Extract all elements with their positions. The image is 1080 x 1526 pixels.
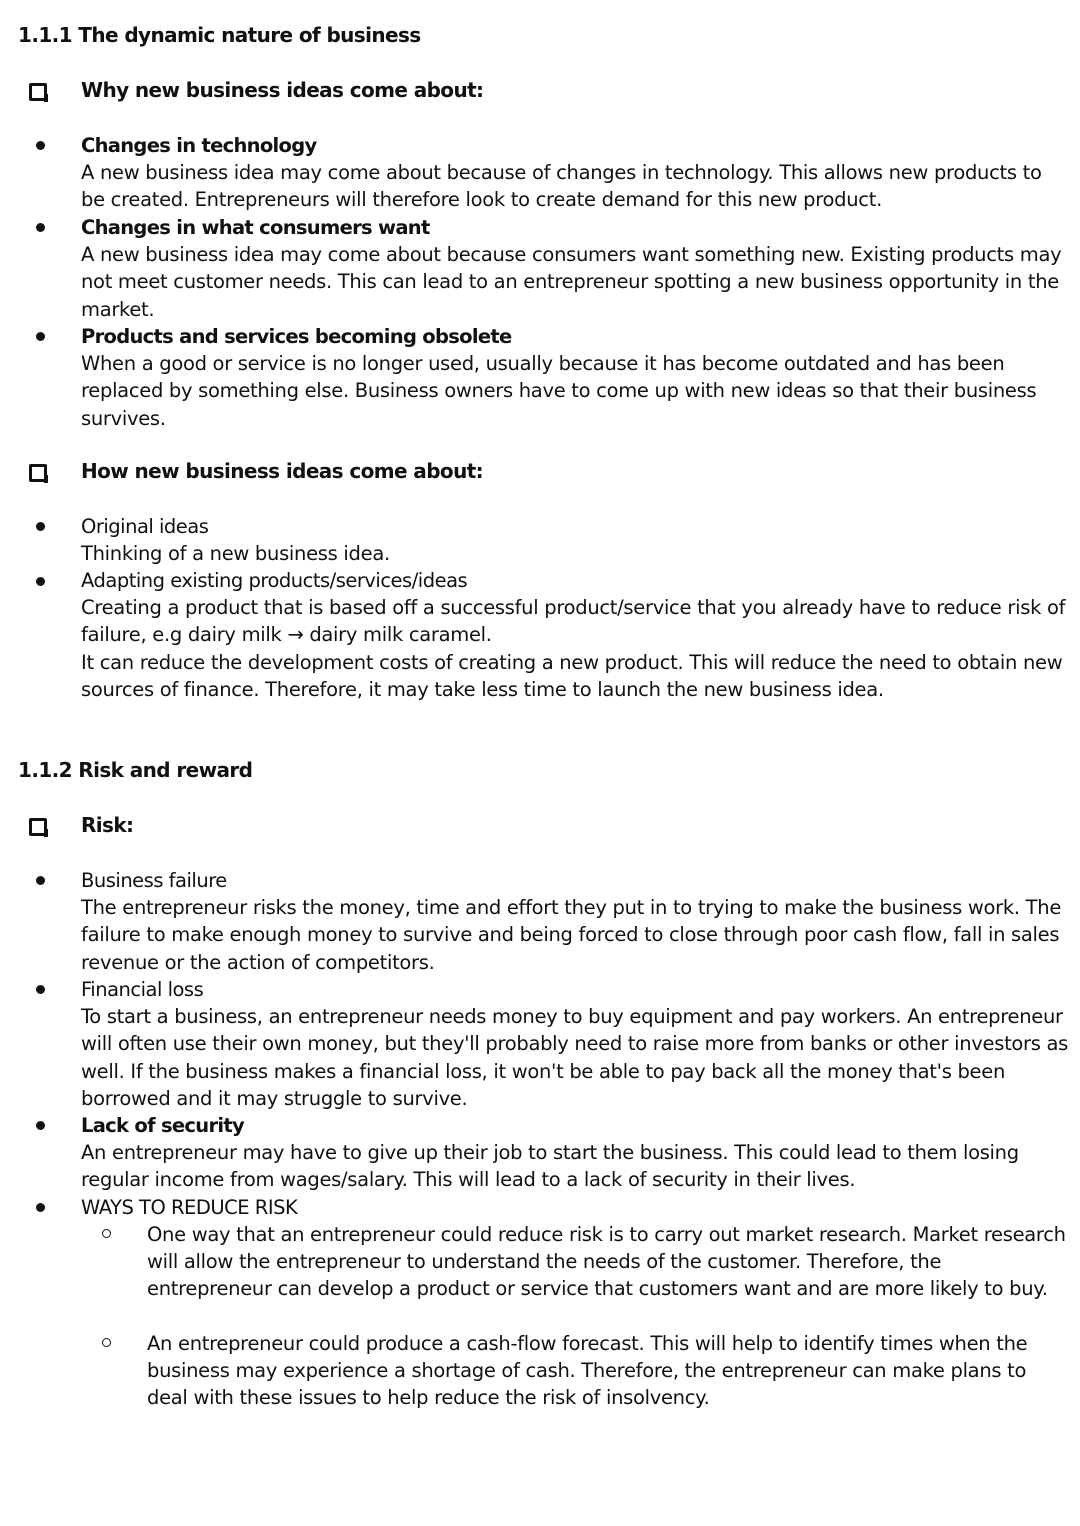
item-body: The entrepreneur risks the money, time and effort they put in to trying to make the business work. The failure to make enough money to survive and being forced to close through poor cash flow, fall in sales revenue or the action of competitors.	[81, 896, 1062, 974]
item-title: Changes in what consumers want	[81, 216, 430, 239]
checkbox-icon	[29, 464, 47, 482]
item-title: Adapting existing products/services/ideas	[81, 569, 468, 592]
heading-text: Why new business ideas come about:	[81, 78, 484, 102]
bullet-icon	[36, 522, 45, 531]
sub-item-body: One way that an entrepreneur could reduce risk is to carry out market research. Market research will allow the entrepreneur to understand the needs of the customer. Therefore, the entrepreneur can develop a product or service that customers want and are more likely to buy.	[147, 1223, 1066, 1301]
item-title: Original ideas	[81, 515, 209, 538]
bullet-icon	[36, 577, 45, 586]
list-item	[81, 1194, 1071, 1221]
item-body: An entrepreneur may have to give up their job to start the business. This could lead to them losing regular income from wages/salary. This will lead to a lack of security in their lives.	[81, 1141, 1019, 1192]
bullet-icon	[36, 332, 45, 341]
sub-list-item	[147, 1330, 1067, 1412]
list-item	[81, 323, 1071, 432]
item-title: Financial loss	[81, 978, 204, 1001]
list-item	[81, 867, 1071, 976]
list-item	[81, 976, 1071, 1112]
bullet-icon	[36, 141, 45, 150]
item-title: Lack of security	[81, 1114, 244, 1137]
list-item	[81, 214, 1071, 323]
bullet-icon	[36, 1121, 45, 1130]
checkbox-icon	[29, 83, 47, 101]
item-title: WAYS TO REDUCE RISK	[81, 1196, 298, 1219]
sub-item-body: An entrepreneur could produce a cash-flow forecast. This will help to identify times when the business may experience a shortage of cash. Therefore, the entrepreneur can make plans to deal with these issues to help reduce the risk of insolvency.	[147, 1332, 1028, 1410]
item-body: When a good or service is no longer used, usually because it has become outdated and has been replaced by something else. Business owners have to come up with new ideas so that their business survives.	[81, 352, 1037, 430]
heading-text: Risk:	[81, 813, 134, 837]
sub-list-item	[147, 1221, 1067, 1303]
checkbox-icon	[29, 818, 47, 836]
item-body: A new business idea may come about because of changes in technology. This allows new products to be created. Entrepreneurs will therefore look to create demand for this new product.	[81, 161, 1042, 212]
hollow-bullet-icon	[102, 1338, 111, 1347]
list-item	[81, 567, 1071, 703]
section-title-dynamic-nature: 1.1.1 The dynamic nature of business	[18, 23, 421, 47]
item-body: Creating a product that is based off a successful product/service that you already have to reduce risk of failure, e.g dairy milk → dairy milk caramel.	[81, 596, 1066, 647]
item-title: Changes in technology	[81, 134, 317, 157]
item-body-continued: It can reduce the development costs of creating a new product. This will reduce the need to obtain new sources of finance. Therefore, it may take less time to launch the new business idea.	[81, 650, 1063, 701]
item-body: Thinking of a new business idea.	[81, 542, 390, 566]
item-body: To start a business, an entrepreneur needs money to buy equipment and pay workers. An entrepreneur will often use their own money, but they'll probably need to raise more from banks or other investors as well. If the business makes a financial loss, it won't be able to pay back all the money that's been borrowed and it may struggle to survive.	[81, 1005, 1069, 1110]
heading-text: How new business ideas come about:	[81, 459, 484, 483]
list-item	[81, 1112, 1071, 1194]
hollow-bullet-icon	[102, 1229, 111, 1238]
item-title: Business failure	[81, 869, 227, 892]
bullet-icon	[36, 223, 45, 232]
item-title: Products and services becoming obsolete	[81, 325, 512, 348]
list-item	[81, 132, 1071, 214]
bullet-icon	[36, 985, 45, 994]
item-body: A new business idea may come about because consumers want something new. Existing products may not meet customer needs. This can lead to an entrepreneur spotting a new business opportunity in the market.	[81, 243, 1062, 321]
section-title-risk-reward: 1.1.2 Risk and reward	[18, 758, 253, 782]
list-item	[81, 513, 1071, 567]
bullet-icon	[36, 1203, 45, 1212]
bullet-icon	[36, 876, 45, 885]
